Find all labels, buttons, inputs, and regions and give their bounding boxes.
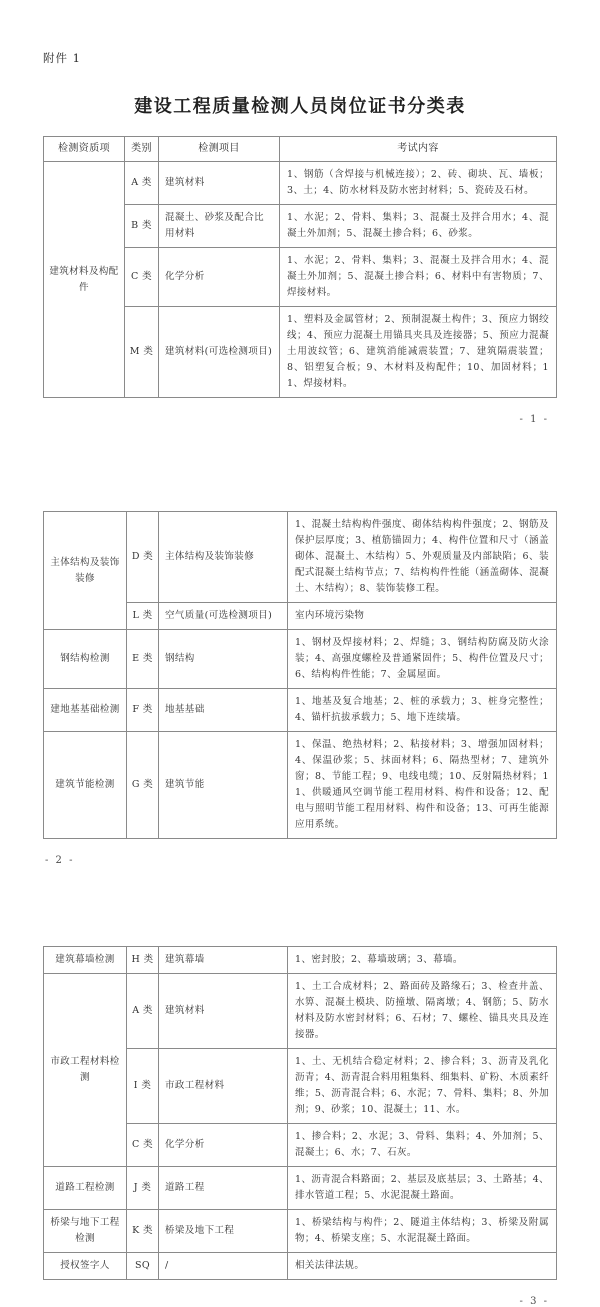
qualification-cell: 道路工程检测 [44,1167,127,1210]
exam-content-cell: 1、沥青混合料路面；2、基层及底基层；3、土路基；4、排水管道工程；5、水泥混凝土路面。 [288,1167,557,1210]
category-cell: A 类 [127,974,159,1049]
table-row [44,512,557,603]
classification-table-page-3 [43,946,557,1280]
page-title: 建设工程质量检测人员岗位证书分类表 [134,96,466,117]
document-body [43,136,557,1307]
column-header: 考试内容 [280,137,557,162]
table-row [44,1167,557,1210]
exam-content-cell: 相关法律法规。 [288,1253,557,1280]
table-row [44,630,557,689]
category-cell: K 类 [127,1210,159,1253]
category-cell: I 类 [127,1049,159,1124]
exam-content-cell: 室内环境污染物 [288,603,557,630]
exam-content-cell: 1、保温、绝热材料；2、粘接材料；3、增强加固材料；4、保温砂浆；5、抹面材料；6、隔热型材；7、建筑外窗；8、节能工程；9、电线电缆；10、反射隔热材料；11、供暖通风空调节能工程用材料、构件和设备；12、配电与照明节能工程用材料、构件和设备；13、可再生能源应用系统。 [288,732,557,839]
project-cell: 地基基础 [159,689,288,732]
qualification-cell: 市政工程材料检测 [44,974,127,1167]
qualification-cell: 钢结构检测 [44,630,127,689]
classification-table-page-2 [43,511,557,839]
project-cell: 建筑材料(可选检测项目) [159,307,280,398]
qualification-cell: 建筑材料及构配件 [44,162,125,398]
column-header: 检测项目 [159,137,280,162]
project-cell: / [159,1253,288,1280]
column-header: 类别 [125,137,159,162]
exam-content-cell: 1、钢材及焊接材料；2、焊缝；3、钢结构防腐及防火涂装；4、高强度螺栓及普通紧固件；5、构件位置及尺寸；6、结构构件性能；7、金属屋面。 [288,630,557,689]
exam-content-cell: 1、密封胶；2、幕墙玻璃；3、幕墙。 [288,947,557,974]
exam-content-cell: 1、钢筋（含焊接与机械连接）；2、砖、砌块、瓦、墙板；3、土；4、防水材料及防水密封材料；5、瓷砖及石材。 [280,162,557,205]
qualification-cell: 建筑幕墙检测 [44,947,127,974]
project-cell: 主体结构及装饰装修 [159,512,288,603]
project-cell: 市政工程材料 [159,1049,288,1124]
category-cell: E 类 [127,630,159,689]
table-row [44,162,557,205]
project-cell: 桥梁及地下工程 [159,1210,288,1253]
table-row [44,1210,557,1253]
project-cell: 化学分析 [159,248,280,307]
attachment-label: 附件 1 [43,51,81,65]
project-cell: 空气质量(可选检测项目) [159,603,288,630]
exam-content-cell: 1、土、无机结合稳定材料；2、掺合料；3、沥青及乳化沥青；4、沥青混合料用粗集料、细集料、矿粉、木质素纤维；5、沥青混合料；6、水泥；7、骨料、集料；8、外加剂；9、砂浆；10、混凝土；11、水。 [288,1049,557,1124]
exam-content-cell: 1、地基及复合地基；2、桩的承载力；3、桩身完整性；4、锚杆抗拔承载力；5、地下连续墙。 [288,689,557,732]
exam-content-cell: 1、水泥；2、骨料、集料；3、混凝土及拌合用水；4、混凝土外加剂；5、混凝土掺合料；6、材料中有害物质；7、焊接材料。 [280,248,557,307]
category-cell: A 类 [125,162,159,205]
table-row [44,947,557,974]
project-cell: 混凝土、砂浆及配合比用材料 [159,205,280,248]
column-header: 检测资质项 [44,137,125,162]
category-cell: G 类 [127,732,159,839]
exam-content-cell: 1、混凝土结构构件强度、砌体结构构件强度；2、钢筋及保护层厚度；3、植筋锚固力；4、构件位置和尺寸（涵盖砌体、混凝土、木结构）5、外观质量及内部缺陷；6、装配式混凝土结构节点；7、结构构件性能（涵盖砌体、混凝土、木结构）；8、装饰装修工程。 [288,512,557,603]
table-row [44,1253,557,1280]
category-cell: M 类 [125,307,159,398]
category-cell: B 类 [125,205,159,248]
project-cell: 建筑材料 [159,162,280,205]
qualification-cell: 桥梁与地下工程检测 [44,1210,127,1253]
exam-content-cell: 1、桥梁结构与构件；2、隧道主体结构；3、桥梁及附属物；4、桥梁支座；5、水泥混凝土路面。 [288,1210,557,1253]
category-cell: C 类 [127,1124,159,1167]
table-row [44,732,557,839]
classification-table-page-1 [43,136,557,398]
table-header-row [44,137,557,162]
project-cell: 建筑节能 [159,732,288,839]
category-cell: J 类 [127,1167,159,1210]
page-number: - 3 - [519,1296,549,1307]
exam-content-cell: 1、掺合料；2、水泥；3、骨料、集料；4、外加剂；5、混凝土；6、水；7、石灰。 [288,1124,557,1167]
table-row [44,974,557,1049]
project-cell: 化学分析 [159,1124,288,1167]
table-row [44,689,557,732]
category-cell: C 类 [125,248,159,307]
qualification-cell: 主体结构及装饰装修 [44,512,127,630]
project-cell: 建筑幕墙 [159,947,288,974]
project-cell: 建筑材料 [159,974,288,1049]
category-cell: H 类 [127,947,159,974]
category-cell: F 类 [127,689,159,732]
qualification-cell: 建地基基础检测 [44,689,127,732]
page-number: - 2 - [45,855,75,866]
exam-content-cell: 1、水泥；2、骨料、集料；3、混凝土及拌合用水；4、混凝土外加剂；5、混凝土掺合料；6、砂浆。 [280,205,557,248]
project-cell: 道路工程 [159,1167,288,1210]
category-cell: SQ [127,1253,159,1280]
category-cell: D 类 [127,512,159,603]
qualification-cell: 授权签字人 [44,1253,127,1280]
project-cell: 钢结构 [159,630,288,689]
exam-content-cell: 1、塑料及金属管材；2、预制混凝土构件；3、预应力钢绞线；4、预应力混凝土用锚具夹具及连接器；5、预应力混凝土用波纹管；6、建筑消能减震装置；7、建筑隔震装置；8、铝塑复合板；9、木材料及构配件；10、加固材料；11、焊接材料。 [280,307,557,398]
page-number: - 1 - [519,414,549,425]
qualification-cell: 建筑节能检测 [44,732,127,839]
category-cell: L 类 [127,603,159,630]
exam-content-cell: 1、土工合成材料；2、路面砖及路缘石；3、检查井盖、水箅、混凝土模块、防撞墩、隔离墩；4、钢筋；5、防水材料及防水密封材料；6、石材；7、螺栓、锚具夹具及连接器。 [288,974,557,1049]
